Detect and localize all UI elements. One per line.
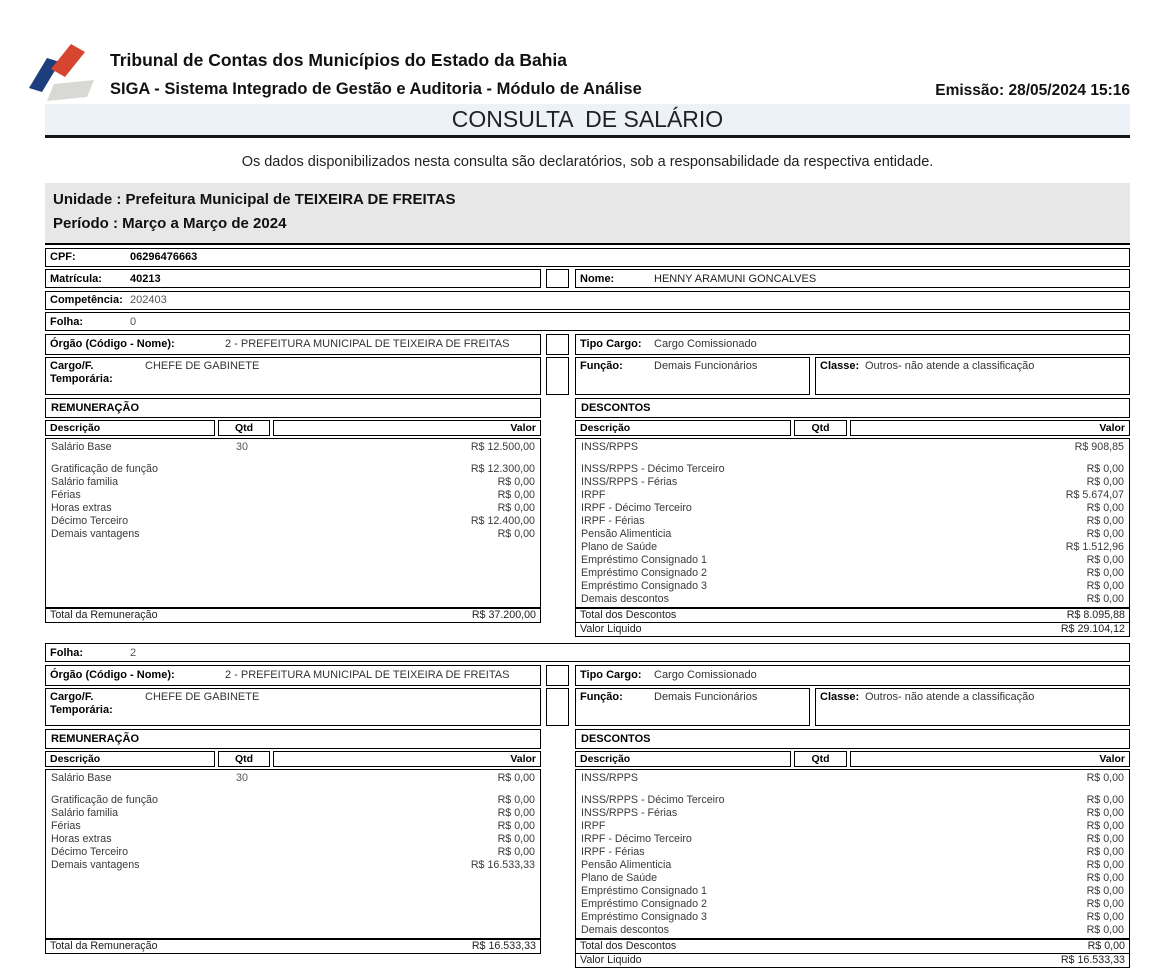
- table-row: [46, 794, 540, 807]
- row-qty: 30: [216, 441, 268, 454]
- cargo-value: CHEFE DE GABINETE: [145, 360, 259, 372]
- descontos-header: DESCONTOS: [575, 729, 1130, 749]
- row-value: R$ 0,00: [268, 528, 540, 541]
- row-description: Gratificação de função: [46, 463, 216, 476]
- row-value: R$ 0,00: [842, 502, 1129, 515]
- row-description: Salário Base: [46, 441, 216, 454]
- table-row: [576, 807, 1129, 820]
- table-row: [576, 911, 1129, 924]
- table-row: [576, 820, 1129, 833]
- row-qty: [216, 528, 268, 541]
- total-remuneracao-label: Total da Remuneração: [50, 609, 158, 621]
- remuneracao-header: REMUNERAÇÃO: [45, 729, 541, 749]
- cargo-label: Cargo/F. Temporária:: [46, 360, 145, 386]
- row-description: Empréstimo Consignado 2: [576, 898, 789, 911]
- remuneracao-body: [46, 439, 540, 607]
- table-row: [576, 593, 1129, 606]
- cargo-row: [45, 688, 1130, 726]
- tipo-cargo-label: Tipo Cargo:: [576, 669, 654, 681]
- row-qty: [789, 580, 842, 593]
- row-description: IRPF: [576, 820, 789, 833]
- remuneracao-column-headers: [45, 751, 541, 767]
- report-content: [45, 104, 1130, 968]
- row-value: R$ 0,00: [842, 911, 1129, 924]
- row-value: R$ 908,85: [842, 441, 1129, 454]
- row-qty: [216, 820, 268, 833]
- row-description: INSS/RPPS - Férias: [576, 807, 789, 820]
- row-qty: [789, 911, 842, 924]
- descontos-table: [575, 438, 1130, 637]
- row-value: R$ 1.512,96: [842, 541, 1129, 554]
- total-descontos-label: Total dos Descontos: [580, 609, 676, 621]
- row-value: R$ 0,00: [268, 489, 540, 502]
- classe-label: Classe:: [816, 360, 865, 372]
- unit-line: Unidade : Prefeitura Municipal de TEIXEIRA DE FREITAS: [53, 188, 1122, 212]
- cpf-row: [45, 248, 1130, 267]
- row-qty: [216, 489, 268, 502]
- row-description: Gratificação de função: [46, 794, 216, 807]
- table-row: [46, 772, 540, 785]
- total-remuneracao-row: [46, 938, 540, 953]
- row-value: R$ 0,00: [268, 807, 540, 820]
- table-row: [46, 515, 540, 528]
- classe-value: Outros- não atende a classificação: [865, 360, 1034, 372]
- row-description: IRPF - Férias: [576, 515, 789, 528]
- table-row: [46, 489, 540, 502]
- row-qty: [789, 463, 842, 476]
- table-row: [576, 872, 1129, 885]
- row-value: R$ 0,00: [842, 515, 1129, 528]
- row-qty: [789, 846, 842, 859]
- table-row: [576, 489, 1129, 502]
- row-qty: [789, 772, 842, 785]
- table-row: [46, 441, 540, 454]
- total-descontos-row: [576, 607, 1129, 622]
- row-value: R$ 0,00: [842, 872, 1129, 885]
- row-description: Empréstimo Consignado 1: [576, 554, 789, 567]
- total-remuneracao-label: Total da Remuneração: [50, 940, 158, 952]
- row-description: Horas extras: [46, 502, 216, 515]
- row-qty: [789, 567, 842, 580]
- row-value: R$ 0,00: [268, 794, 540, 807]
- row-value: R$ 0,00: [842, 567, 1129, 580]
- row-value: R$ 0,00: [842, 580, 1129, 593]
- table-row: [576, 502, 1129, 515]
- table-row: [576, 885, 1129, 898]
- row-value: R$ 0,00: [268, 502, 540, 515]
- table-row: [576, 541, 1129, 554]
- row-description: Demais descontos: [576, 924, 789, 937]
- nome-label: Nome:: [576, 273, 654, 285]
- row-qty: [216, 794, 268, 807]
- descontos-column-headers: [575, 751, 1130, 767]
- row-description: Demais vantagens: [46, 859, 216, 872]
- cargo-label: Cargo/F. Temporária:: [46, 691, 145, 717]
- row-value: R$ 0,00: [842, 772, 1129, 785]
- row-qty: [216, 807, 268, 820]
- descontos-body: [576, 439, 1129, 607]
- row-qty: [789, 502, 842, 515]
- organization-name: Tribunal de Contas dos Municípios do Estado da Bahia: [110, 50, 567, 71]
- nome-value: HENNY ARAMUNI GONCALVES: [654, 273, 816, 285]
- row-description: IRPF: [576, 489, 789, 502]
- remuneracao-column-headers: [45, 420, 541, 436]
- remuneracao-table: [45, 438, 541, 623]
- col-descricao: Descrição: [45, 751, 215, 767]
- spacer-cell: [546, 357, 569, 395]
- row-qty: [789, 924, 842, 937]
- page-title: CONSULTA DE SALÁRIO: [452, 106, 723, 133]
- folha-value: 0: [130, 316, 136, 328]
- descontos-panel: [575, 398, 1130, 638]
- row-description: Salário Base: [46, 772, 216, 785]
- orgao-label: Órgão (Código - Nome):: [46, 338, 225, 350]
- row-value: R$ 0,00: [842, 476, 1129, 489]
- row-value: R$ 0,00: [268, 772, 540, 785]
- funcao-label: Função:: [576, 360, 654, 372]
- remuneracao-header: REMUNERAÇÃO: [45, 398, 541, 418]
- disclaimer-text: Os dados disponibilizados nesta consulta são declaratórios, sob a responsabilidade da respectiva entidade.: [45, 154, 1130, 170]
- row-description: INSS/RPPS: [576, 772, 789, 785]
- col-valor: Valor: [273, 420, 541, 436]
- classe-value: Outros- não atende a classificação: [865, 691, 1034, 703]
- table-row: [46, 833, 540, 846]
- remuneracao-table: [45, 769, 541, 954]
- matricula-nome-row: [45, 269, 1130, 288]
- row-value: R$ 0,00: [842, 820, 1129, 833]
- row-description: Férias: [46, 820, 216, 833]
- valor-liquido-row: [576, 622, 1129, 636]
- table-row: [576, 833, 1129, 846]
- spacer-cell: [546, 334, 569, 355]
- salary-block-1: [45, 334, 1130, 638]
- remuneracao-panel: [45, 729, 541, 955]
- table-row: [46, 859, 540, 872]
- folha-label: Folha:: [46, 316, 130, 328]
- row-qty: [216, 833, 268, 846]
- remuneracao-body: [46, 770, 540, 938]
- total-descontos-row: [576, 938, 1129, 953]
- period-line: Período : Março a Março de 2024: [53, 212, 1122, 236]
- competencia-value: 202403: [130, 294, 167, 306]
- row-qty: [789, 872, 842, 885]
- tcm-ba-logo-icon: [28, 44, 100, 106]
- row-value: R$ 12.500,00: [268, 441, 540, 454]
- total-remuneracao-row: [46, 607, 540, 622]
- tables-section: [45, 398, 1130, 638]
- valor-liquido-value: R$ 16.533,33: [1061, 954, 1125, 966]
- table-row: [46, 476, 540, 489]
- tables-section: [45, 729, 1130, 968]
- row-qty: 30: [216, 772, 268, 785]
- col-valor: Valor: [850, 420, 1130, 436]
- classe-label: Classe:: [816, 691, 865, 703]
- total-remuneracao-value: R$ 37.200,00: [472, 609, 536, 621]
- row-qty: [789, 476, 842, 489]
- row-value: R$ 0,00: [842, 833, 1129, 846]
- cargo-value: CHEFE DE GABINETE: [145, 691, 259, 703]
- row-description: Empréstimo Consignado 1: [576, 885, 789, 898]
- descontos-header: DESCONTOS: [575, 398, 1130, 418]
- row-qty: [789, 885, 842, 898]
- row-value: R$ 0,00: [842, 807, 1129, 820]
- spacer-cell: [546, 269, 569, 288]
- row-qty: [789, 554, 842, 567]
- row-value: R$ 0,00: [842, 885, 1129, 898]
- row-description: Pensão Alimenticia: [576, 859, 789, 872]
- table-row: [576, 515, 1129, 528]
- col-qtd: Qtd: [218, 420, 270, 436]
- row-value: R$ 0,00: [842, 859, 1129, 872]
- total-remuneracao-value: R$ 16.533,33: [472, 940, 536, 952]
- row-value: R$ 0,00: [268, 846, 540, 859]
- folha-value: 2: [130, 647, 136, 659]
- cargo-row: [45, 357, 1130, 395]
- row-description: IRPF - Décimo Terceiro: [576, 833, 789, 846]
- matricula-label: Matrícula:: [46, 273, 130, 285]
- row-qty: [216, 515, 268, 528]
- table-row: [46, 463, 540, 476]
- competencia-label: Competência:: [46, 294, 130, 306]
- folha-label: Folha:: [46, 647, 130, 659]
- table-row: [576, 580, 1129, 593]
- col-descricao: Descrição: [575, 751, 791, 767]
- row-description: Demais vantagens: [46, 528, 216, 541]
- row-qty: [789, 441, 842, 454]
- funcao-label: Função:: [576, 691, 654, 703]
- row-value: R$ 0,00: [268, 820, 540, 833]
- table-row: [576, 441, 1129, 454]
- valor-liquido-label: Valor Liquido: [580, 623, 642, 635]
- row-qty: [789, 794, 842, 807]
- row-qty: [789, 515, 842, 528]
- report-header: [0, 0, 1153, 104]
- table-row: [576, 898, 1129, 911]
- spacer-cell: [546, 688, 569, 726]
- valor-liquido-value: R$ 29.104,12: [1061, 623, 1125, 635]
- table-row: [576, 554, 1129, 567]
- table-row: [576, 463, 1129, 476]
- row-description: INSS/RPPS - Décimo Terceiro: [576, 794, 789, 807]
- competencia-row: [45, 291, 1130, 310]
- tipo-cargo-value: Cargo Comissionado: [654, 338, 757, 350]
- row-qty: [789, 859, 842, 872]
- salary-block-2: [45, 643, 1130, 968]
- descontos-panel: [575, 729, 1130, 968]
- row-value: R$ 0,00: [842, 593, 1129, 606]
- table-row: [576, 859, 1129, 872]
- orgao-row: [45, 334, 1130, 355]
- row-value: R$ 0,00: [842, 463, 1129, 476]
- col-valor: Valor: [850, 751, 1130, 767]
- row-value: R$ 5.674,07: [842, 489, 1129, 502]
- total-descontos-label: Total dos Descontos: [580, 940, 676, 952]
- row-description: INSS/RPPS - Décimo Terceiro: [576, 463, 789, 476]
- row-description: Salário familia: [46, 807, 216, 820]
- funcao-value: Demais Funcionários: [654, 691, 757, 703]
- col-descricao: Descrição: [575, 420, 791, 436]
- row-value: R$ 0,00: [842, 846, 1129, 859]
- row-value: R$ 0,00: [842, 554, 1129, 567]
- col-qtd: Qtd: [794, 420, 847, 436]
- row-value: R$ 0,00: [842, 794, 1129, 807]
- table-row: [576, 772, 1129, 785]
- valor-liquido-label: Valor Liquido: [580, 954, 642, 966]
- row-description: Horas extras: [46, 833, 216, 846]
- spacer-cell: [546, 665, 569, 686]
- row-qty: [216, 846, 268, 859]
- orgao-row: [45, 665, 1130, 686]
- table-row: [46, 502, 540, 515]
- row-value: R$ 0,00: [842, 924, 1129, 937]
- unit-period-band: [45, 183, 1130, 245]
- row-qty: [789, 807, 842, 820]
- orgao-value: 2 - PREFEITURA MUNICIPAL DE TEIXEIRA DE FREITAS: [225, 669, 509, 681]
- orgao-value: 2 - PREFEITURA MUNICIPAL DE TEIXEIRA DE FREITAS: [225, 338, 509, 350]
- title-band: [45, 104, 1130, 138]
- row-qty: [789, 593, 842, 606]
- col-qtd: Qtd: [218, 751, 270, 767]
- total-descontos-value: R$ 8.095,88: [1067, 609, 1125, 621]
- row-qty: [789, 541, 842, 554]
- row-description: Empréstimo Consignado 3: [576, 911, 789, 924]
- table-row: [576, 924, 1129, 937]
- row-value: R$ 12.400,00: [268, 515, 540, 528]
- table-row: [576, 846, 1129, 859]
- row-value: R$ 12.300,00: [268, 463, 540, 476]
- row-description: Décimo Terceiro: [46, 846, 216, 859]
- row-description: Plano de Saúde: [576, 541, 789, 554]
- row-description: Salário familia: [46, 476, 216, 489]
- cpf-label: CPF:: [46, 251, 130, 263]
- valor-liquido-row: [576, 953, 1129, 967]
- table-row: [46, 528, 540, 541]
- row-description: Pensão Alimenticia: [576, 528, 789, 541]
- row-description: Empréstimo Consignado 3: [576, 580, 789, 593]
- row-qty: [216, 463, 268, 476]
- table-row: [576, 528, 1129, 541]
- row-value: R$ 0,00: [842, 528, 1129, 541]
- tipo-cargo-label: Tipo Cargo:: [576, 338, 654, 350]
- total-descontos-value: R$ 0,00: [1088, 940, 1125, 952]
- row-description: INSS/RPPS: [576, 441, 789, 454]
- descontos-table: [575, 769, 1130, 968]
- row-qty: [789, 489, 842, 502]
- table-row: [46, 807, 540, 820]
- col-qtd: Qtd: [794, 751, 847, 767]
- remuneracao-panel: [45, 398, 541, 624]
- row-description: IRPF - Férias: [576, 846, 789, 859]
- table-row: [576, 567, 1129, 580]
- row-description: Plano de Saúde: [576, 872, 789, 885]
- row-qty: [789, 820, 842, 833]
- system-name: SIGA - Sistema Integrado de Gestão e Auditoria - Módulo de Análise: [110, 80, 642, 99]
- row-qty: [216, 476, 268, 489]
- row-value: R$ 0,00: [842, 898, 1129, 911]
- row-qty: [216, 859, 268, 872]
- table-row: [46, 846, 540, 859]
- row-description: IRPF - Décimo Terceiro: [576, 502, 789, 515]
- col-valor: Valor: [273, 751, 541, 767]
- tipo-cargo-value: Cargo Comissionado: [654, 669, 757, 681]
- table-row: [46, 820, 540, 833]
- funcao-value: Demais Funcionários: [654, 360, 757, 372]
- row-value: R$ 0,00: [268, 476, 540, 489]
- row-description: Empréstimo Consignado 2: [576, 567, 789, 580]
- descontos-body: [576, 770, 1129, 938]
- folha-row: [45, 643, 1130, 662]
- emission-timestamp: Emissão: 28/05/2024 15:16: [935, 82, 1130, 100]
- descontos-column-headers: [575, 420, 1130, 436]
- row-description: INSS/RPPS - Férias: [576, 476, 789, 489]
- matricula-value: 40213: [130, 273, 161, 285]
- row-description: Décimo Terceiro: [46, 515, 216, 528]
- folha-row: [45, 312, 1130, 331]
- row-description: Férias: [46, 489, 216, 502]
- row-value: R$ 0,00: [268, 833, 540, 846]
- row-value: R$ 16.533,33: [268, 859, 540, 872]
- table-row: [576, 476, 1129, 489]
- row-qty: [789, 833, 842, 846]
- col-descricao: Descrição: [45, 420, 215, 436]
- table-row: [576, 794, 1129, 807]
- cpf-value: 06296476663: [130, 251, 197, 263]
- row-qty: [789, 898, 842, 911]
- row-description: Demais descontos: [576, 593, 789, 606]
- row-qty: [216, 502, 268, 515]
- orgao-label: Órgão (Código - Nome):: [46, 669, 225, 681]
- row-qty: [789, 528, 842, 541]
